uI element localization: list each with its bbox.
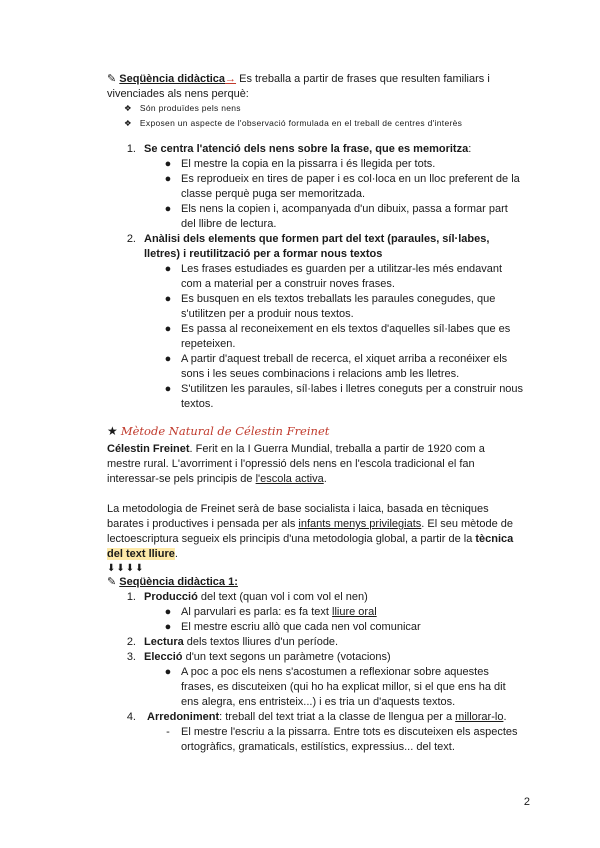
step-number: 2.	[126, 233, 136, 245]
paragraph-line: lectoescriptura segueix els principis d'una metodologia global, a partir de la tècnica	[107, 533, 514, 545]
list-item-cont: textos.	[181, 398, 214, 410]
diamond-icon: ❖	[124, 118, 132, 128]
bullet-icon: ●	[164, 353, 172, 365]
bullet-icon: ●	[164, 323, 172, 335]
list-item-cont: del llibre de lectura.	[181, 218, 277, 230]
page-number: 2	[523, 796, 530, 808]
down-arrows-icon: ⬇⬇⬇⬇	[107, 563, 145, 574]
bullet-icon: ●	[164, 293, 172, 305]
step-title: Elecció d'un text segons un paràmetre (votacions)	[144, 651, 391, 663]
list-item-cont: classe perquè puga ser memoritzada.	[181, 188, 366, 200]
bullet-icon: ●	[164, 383, 172, 395]
freinet-title-text: Mètode Natural de Célestin Freinet	[120, 424, 330, 438]
step-number: 3.	[126, 651, 136, 663]
list-item: Al parvulari es parla: es fa text lliure oral	[181, 606, 377, 618]
freinet-title	[107, 424, 329, 440]
list-item: Es busquen en els textos treballats les paraules conegudes, que	[181, 293, 496, 305]
list-item: A poc a poc els nens s'acostumen a reflexionar sobre aquestes	[181, 666, 489, 678]
step-title: Anàlisi dels elements que formen part del text (paraules, síl·labes,	[144, 233, 490, 245]
highlighted-text: del text lliure	[107, 548, 175, 560]
bullet-icon: ●	[164, 666, 172, 678]
diamond-icon: ❖	[124, 103, 132, 113]
list-item: Les frases estudiades es guarden per a utilitzar-les més endavant	[181, 263, 503, 275]
list-item: El mestre la copia en la pissarra i és llegida per tots.	[181, 158, 436, 170]
bullet-icon: ●	[164, 173, 172, 185]
step-title-cont: lletres) i reutilització per a formar nous textos	[144, 248, 383, 260]
list-item-cont: s'utilitzen per a produir nous textos.	[181, 308, 354, 320]
step-number: 2.	[126, 636, 136, 648]
sequence-heading-1: ✎ Seqüència didàctica 1:	[107, 576, 238, 588]
step-title: Lectura dels textos lliures d'un període.	[144, 636, 339, 648]
arrow-right-icon: →	[225, 73, 237, 85]
bullet-icon: ●	[164, 203, 172, 215]
paragraph-line: Célestin Freinet. Ferit en la I Guerra Mundial, treballa a partir de 1920 com a	[107, 443, 485, 455]
paragraph-line: interessar-se pels principis de l'escola activa.	[107, 473, 327, 485]
paragraph-line: del text lliure.	[107, 548, 178, 560]
bullet-icon: ●	[164, 621, 172, 633]
paragraph-line: La metodologia de Freinet serà de base socialista i laica, basada en tècniques	[107, 503, 489, 515]
list-item: A partir d'aquest treball de recerca, el xiquet arriba a reconéixer els	[181, 353, 508, 365]
step-title: Arredoniment: treball del text triat a la classe de llengua per a millorar-lo.	[147, 711, 507, 723]
link-escola-activa: l'escola activa	[255, 473, 324, 485]
paragraph-line: barates i productives i pensada per als infants menys privilegiats. El seu mètode de	[107, 518, 514, 530]
list-item: El mestre l'escriu a la pissarra. Entre tots es discuteixen els aspectes	[181, 726, 518, 738]
step-number: 4.	[126, 711, 136, 723]
star-icon: ★	[107, 424, 118, 438]
sequence-heading-title: Seqüència didàctica	[119, 73, 226, 85]
diamond-item: ❖ Són produïdes pels nens	[124, 103, 241, 113]
bullet-icon: ●	[164, 263, 172, 275]
dash-icon: -	[166, 726, 170, 738]
link-infants: infants menys privilegiats	[298, 518, 422, 530]
pencil-icon: ✎	[107, 576, 117, 588]
diamond-item: ❖ Exposen un aspecte de l'observació formulada en el treball de centres d'interès	[124, 118, 463, 128]
pencil-icon: ✎	[107, 73, 117, 85]
list-item-cont: sons i les seues combinacions i relacions amb les lletres.	[181, 368, 460, 380]
step-number: 1.	[126, 591, 136, 603]
bullet-icon: ●	[164, 606, 172, 618]
list-item: Els nens la copien i, acompanyada d'un dibuix, passa a formar part	[181, 203, 508, 215]
list-item-cont: frases, es discuteixen (qui ho ha explicat millor, si el que ens ha dit	[181, 681, 506, 693]
sequence-heading	[107, 72, 490, 87]
list-item-cont: com a material per a construir noves frases.	[181, 278, 395, 290]
list-item: S'utilitzen les paraules, síl·labes i lletres coneguts per a construir nous	[181, 383, 524, 395]
list-item: Es reprodueix en tires de paper i es col·loca en un lloc preferent de la	[181, 173, 520, 185]
list-item-cont: ortogràfics, gramaticals, estilístics, expressius... del text.	[181, 741, 455, 753]
step-title: Producció del text (quan vol i com vol el nen)	[144, 591, 368, 603]
list-item: El mestre escriu allò que cada nen vol comunicar	[181, 621, 421, 633]
step-number: 1.	[126, 143, 136, 155]
sequence-heading-text: Es treballa a partir de frases que resulten familiars i	[236, 73, 490, 85]
sequence-heading-line2: vivenciades als nens perquè:	[107, 88, 249, 100]
list-item-cont: ens alegra, ens entristeix...) i es tria un d'aquests textos.	[181, 696, 456, 708]
paragraph-line: mestre rural. L'avorriment i l'opressió dels nens en l'escola tradicional el fan	[107, 458, 475, 470]
link-lliure-oral: lliure oral	[332, 606, 377, 618]
list-item-cont: repeteixen.	[181, 338, 236, 350]
step-title: Se centra l'atenció dels nens sobre la frase, que es memoritza:	[144, 143, 472, 155]
bullet-icon: ●	[164, 158, 172, 170]
link-millorar: millorar-lo	[455, 711, 504, 723]
list-item: Es passa al reconeixement en els textos d'aquelles síl·labes que es	[181, 323, 511, 335]
